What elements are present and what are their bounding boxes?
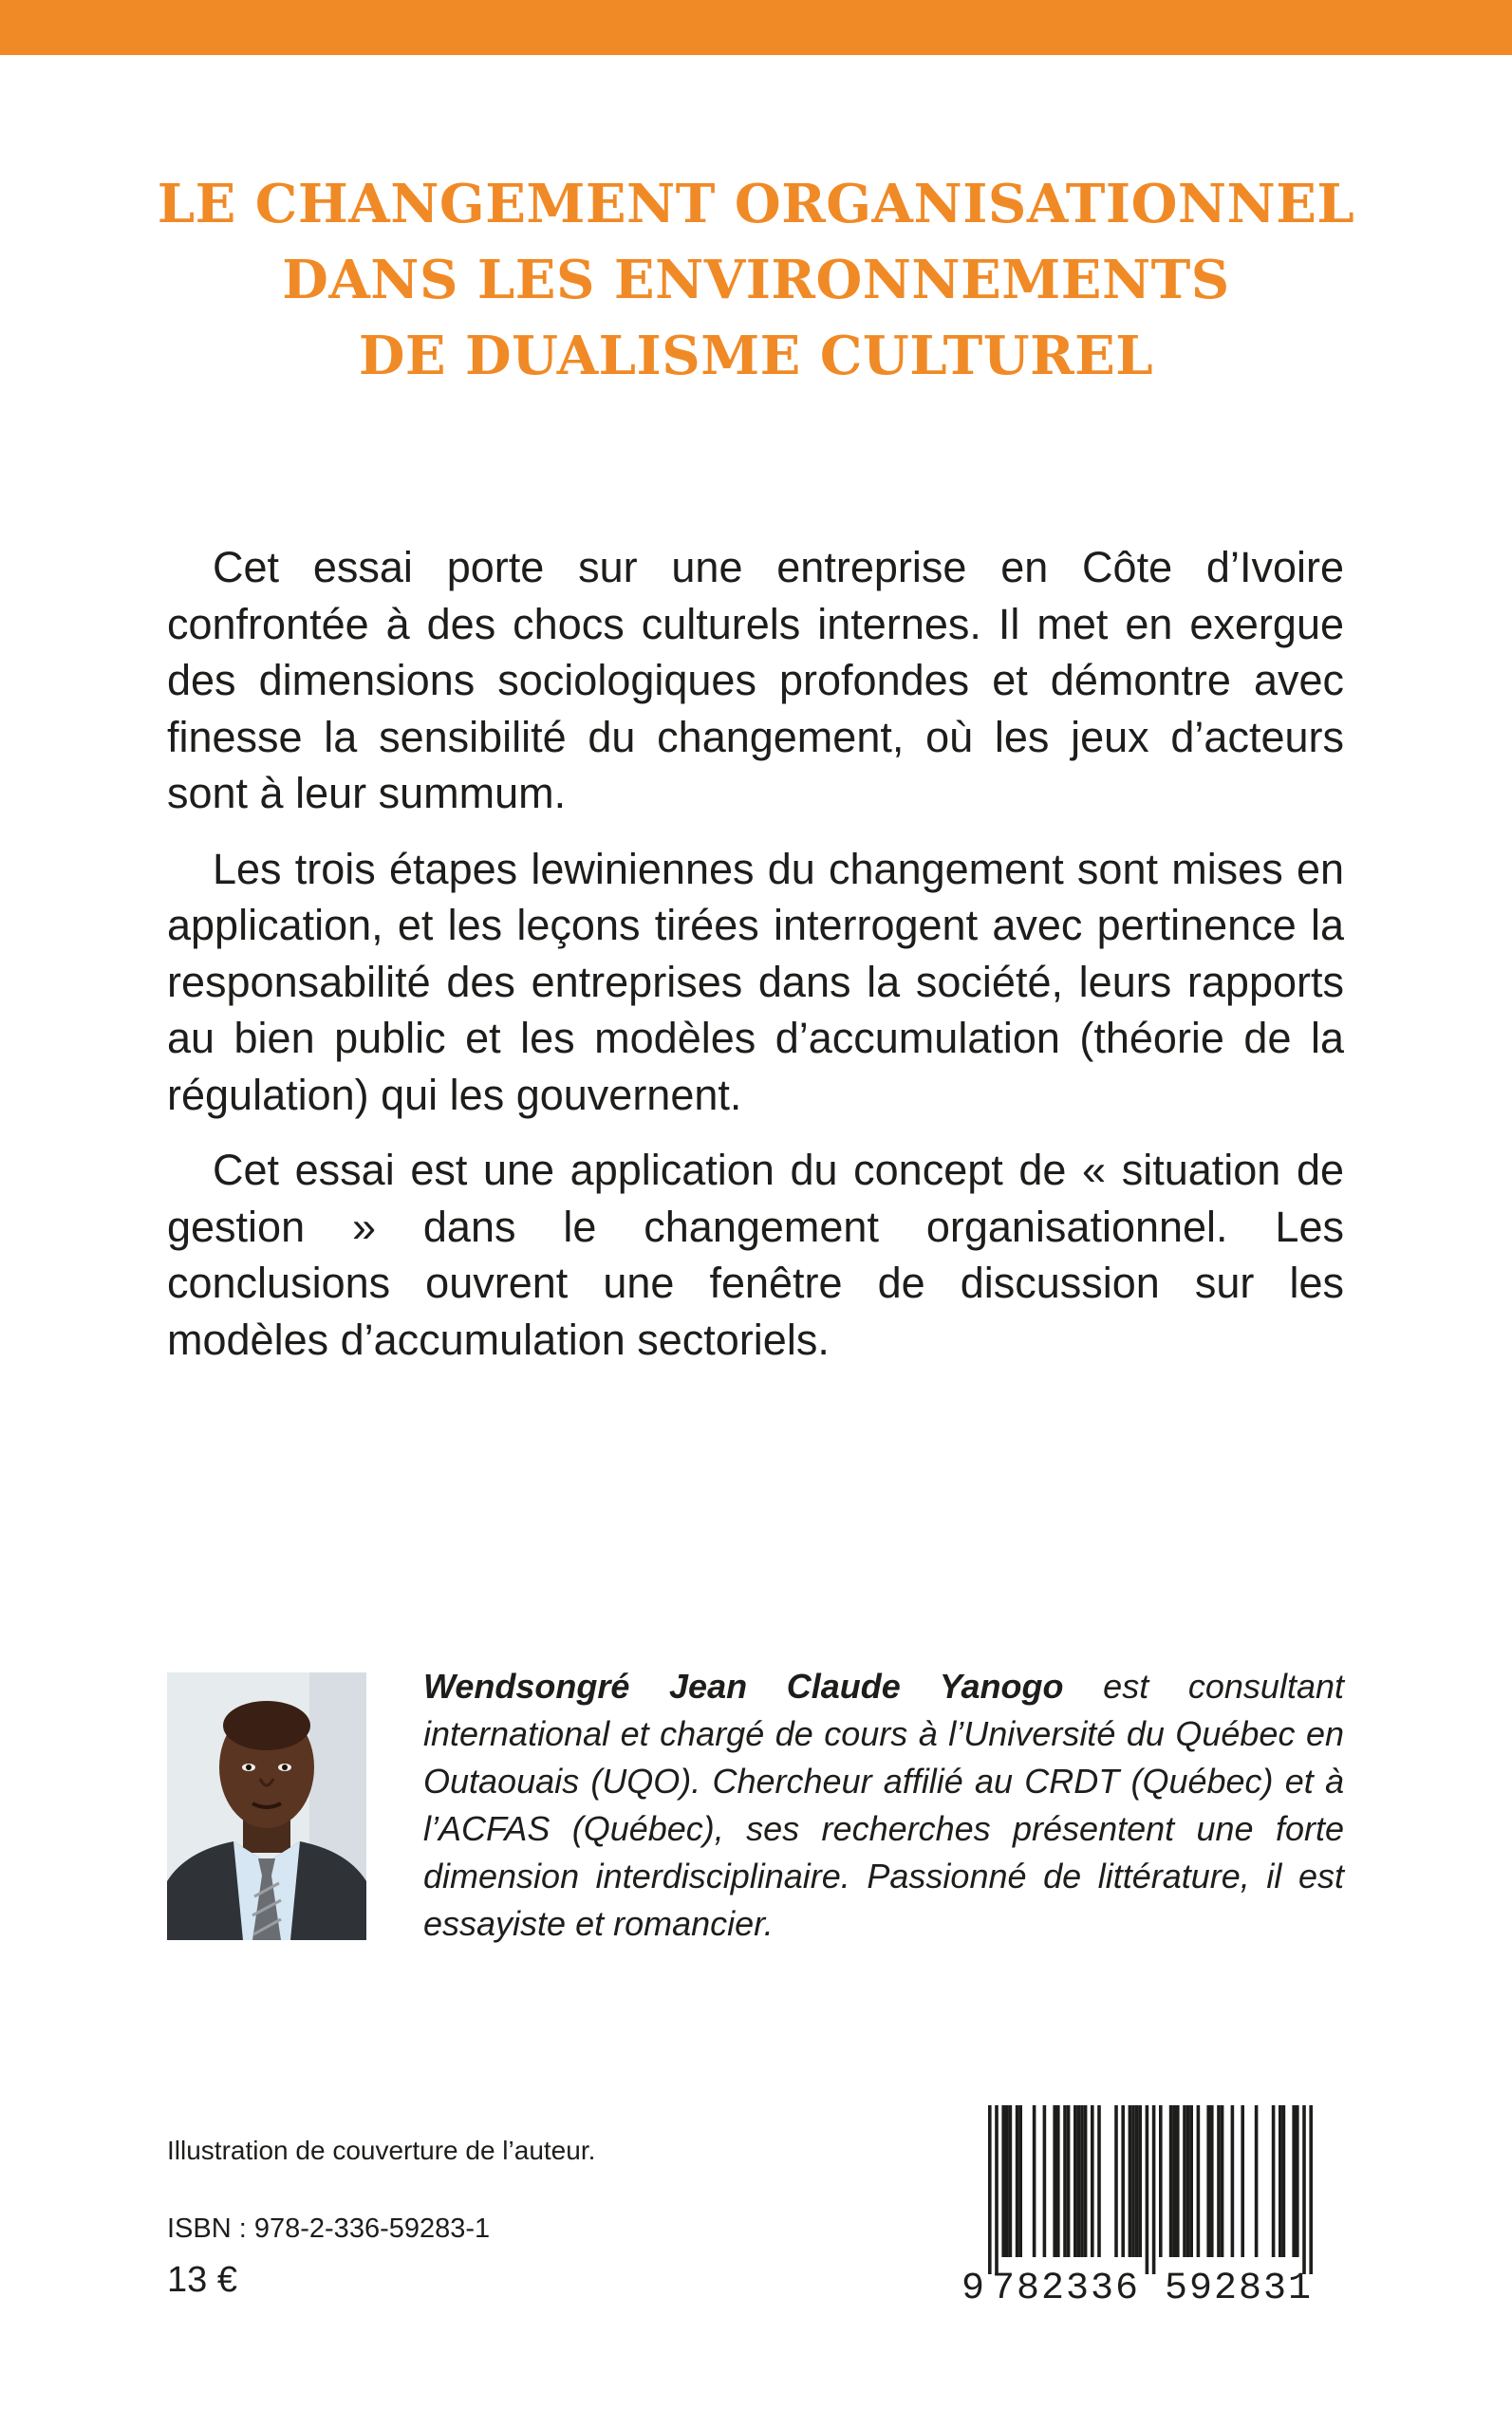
barcode-bar <box>1172 2105 1176 2257</box>
book-title-line-3: DE DUALISME CULTUREL <box>358 325 1154 387</box>
barcode-bar <box>1097 2105 1101 2257</box>
barcode-bar <box>1043 2105 1047 2257</box>
barcode-bar <box>1210 2105 1214 2257</box>
author-portrait-icon <box>167 1672 366 1940</box>
blurb-paragraph-1: Cet essai porte sur une entreprise en Côte d’Ivoire confrontée à des chocs culturels internes. Il met en exergue des dimensions sociologiques profondes et démontre avec finesse la sensibilité du changement, où les jeux d’acteurs sont à leur summum. <box>167 543 1344 817</box>
price: 13 € <box>167 2260 237 2300</box>
isbn: ISBN : 978-2-336-59283-1 <box>167 2213 491 2244</box>
barcode-bar <box>1131 2105 1135 2257</box>
barcode-left-group: 782336 <box>992 2268 1141 2306</box>
barcode-bar <box>1063 2105 1067 2257</box>
barcode-bar <box>1135 2105 1139 2257</box>
top-color-band <box>0 0 1512 55</box>
author-bio <box>423 1663 1344 1948</box>
barcode-bar <box>1129 2105 1132 2257</box>
barcode-bar <box>1296 2105 1299 2257</box>
book-title-line-2: DANS LES ENVIRONNEMENTS <box>282 249 1230 311</box>
barcode-bar <box>995 2105 999 2274</box>
barcode-bar <box>1138 2105 1142 2257</box>
barcode-bar <box>1080 2105 1084 2257</box>
barcode-bar <box>1272 2105 1276 2257</box>
barcode-bar <box>1279 2105 1282 2257</box>
barcode-bars <box>988 2105 1313 2274</box>
book-title <box>0 166 1512 394</box>
barcode-bar <box>1231 2105 1235 2257</box>
barcode-bar <box>1309 2105 1313 2274</box>
barcode-right-group: 592831 <box>1165 2268 1314 2306</box>
book-title-line-1: LE CHANGEMENT ORGANISATIONNEL <box>157 173 1355 235</box>
author-name: Wendsongré Jean Claude Yanogo <box>423 1667 1064 1706</box>
barcode-bar <box>1077 2105 1081 2257</box>
barcode-bar <box>1073 2105 1077 2257</box>
barcode-bar <box>1009 2105 1013 2257</box>
barcode-bar <box>1033 2105 1036 2257</box>
barcode-bar <box>1206 2105 1210 2257</box>
barcode-bar <box>988 2105 992 2274</box>
barcode-bar <box>1186 2105 1190 2257</box>
barcode-bar <box>1053 2105 1056 2257</box>
barcode-bar <box>1016 2105 1019 2257</box>
cover-illustration-credit: Illustration de couverture de l’auteur. <box>167 2136 596 2165</box>
barcode-bar <box>1005 2105 1009 2257</box>
barcode-bar <box>1001 2105 1005 2257</box>
barcode-bar <box>1221 2105 1224 2257</box>
barcode-bar <box>1241 2105 1244 2257</box>
barcode-bar <box>1169 2105 1173 2257</box>
barcode-bar <box>1217 2105 1221 2257</box>
author-bio-text: est consultant international et chargé de cours à l’Université du Québec en Outaouais (UQO). Chercheur affilié au CRDT (Québec) et à l’ACFAS (Québec), ses recherches présentent une forte dimension interdisciplinaire. Passionné de littérature, il est essayiste et romancier. <box>423 1667 1344 1943</box>
barcode-first-digit: 9 <box>961 2268 985 2306</box>
barcode-bar <box>1176 2105 1180 2257</box>
barcode-bar <box>1159 2105 1163 2257</box>
book-blurb <box>167 539 1344 1387</box>
blurb-paragraph-2: Les trois étapes lewiniennes du changement sont mises en application, et les leçons tirées interrogent avec pertinence la responsabilité des entreprises dans la société, leurs rapports au bien public et les modèles d’accumulation (théorie de la régulation) qui les gouvernent. <box>167 844 1344 1119</box>
barcode-bar <box>1197 2105 1201 2257</box>
barcode-bar <box>1255 2105 1259 2257</box>
barcode-icon <box>954 2105 1339 2306</box>
barcode-bar <box>1302 2105 1306 2274</box>
barcode-bar <box>1018 2105 1022 2257</box>
barcode-bar <box>1056 2105 1060 2257</box>
barcode-bar <box>1114 2105 1118 2257</box>
barcode-bar <box>1121 2105 1125 2257</box>
barcode-bar <box>1146 2105 1149 2274</box>
barcode-bar <box>1282 2105 1286 2257</box>
barcode-bar <box>1189 2105 1193 2257</box>
barcode-bar <box>1084 2105 1088 2257</box>
barcode-bar <box>1091 2105 1094 2257</box>
barcode-bar <box>1292 2105 1296 2257</box>
barcode-bar <box>1067 2105 1071 2257</box>
barcode-bar <box>1152 2105 1156 2274</box>
blurb-paragraph-3: Cet essai est une application du concept de « situation de gestion » dans le changement organisationnel. Les conclusions ouvrent une fenêtre de discussion sur les modèles d’accumulation sectoriels. <box>167 1146 1344 1364</box>
author-photo <box>167 1672 366 1940</box>
barcode-bar <box>1183 2105 1186 2257</box>
